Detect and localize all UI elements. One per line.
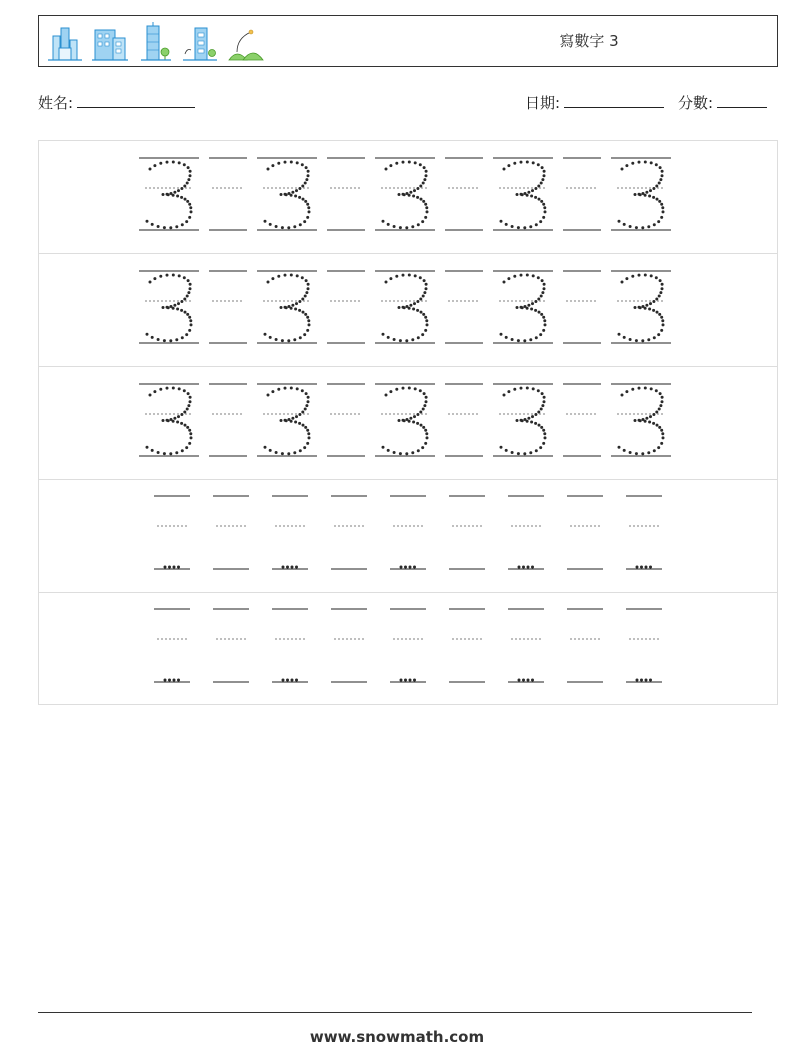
footer-rule [38, 1012, 752, 1013]
score-line[interactable] [717, 93, 767, 108]
baseline-dots [400, 566, 417, 569]
row-guides [39, 593, 777, 706]
row-guides [39, 254, 777, 367]
score-label: 分數: [678, 94, 714, 112]
row-guides [39, 141, 777, 254]
dotted-digit-3 [264, 161, 311, 230]
dotted-digit-3 [618, 274, 665, 343]
tower-building-icon [139, 22, 173, 62]
office-building-icon [91, 22, 129, 62]
traced-row-1 [39, 141, 777, 254]
dotted-digit-3 [618, 387, 665, 456]
baseline-dots [164, 679, 181, 682]
baseline-dots [518, 679, 535, 682]
dotted-digit-3 [382, 387, 429, 456]
row-guides [39, 367, 777, 480]
dotted-digit-3 [264, 387, 311, 456]
dotted-digit-3 [146, 274, 193, 343]
footer-url: www.snowmath.com [309, 1028, 485, 1046]
dotted-digit-3 [500, 387, 547, 456]
dotted-digit-3 [500, 274, 547, 343]
blank-row-1 [39, 480, 777, 593]
dotted-digit-3 [146, 387, 193, 456]
name-line[interactable] [77, 93, 195, 108]
baseline-dots [636, 679, 653, 682]
baseline-dots [400, 679, 417, 682]
date-label: 日期: [525, 94, 561, 112]
date-field [525, 92, 664, 113]
city-buildings-icon [47, 22, 83, 62]
baseline-dots [282, 566, 299, 569]
dotted-digit-3 [146, 161, 193, 230]
traced-row-2 [39, 254, 777, 367]
baseline-dots [636, 566, 653, 569]
dotted-digit-3 [500, 161, 547, 230]
header-box [38, 15, 778, 67]
building-tree-icon [181, 22, 219, 62]
name-label: 姓名: [38, 94, 74, 112]
row-guides [39, 480, 777, 593]
baseline-dots [164, 566, 181, 569]
baseline-dots [518, 566, 535, 569]
baseline-dots [282, 679, 299, 682]
park-hills-icon [227, 22, 267, 62]
traced-row-3 [39, 367, 777, 480]
name-field [38, 92, 195, 113]
date-line[interactable] [564, 93, 664, 108]
dotted-digit-3 [618, 161, 665, 230]
practice-grid [38, 140, 778, 705]
page-title: 寫數字 3 [559, 32, 619, 50]
dotted-digit-3 [382, 274, 429, 343]
score-field [678, 92, 767, 113]
dotted-digit-3 [382, 161, 429, 230]
blank-row-2 [39, 593, 777, 706]
dotted-digit-3 [264, 274, 311, 343]
